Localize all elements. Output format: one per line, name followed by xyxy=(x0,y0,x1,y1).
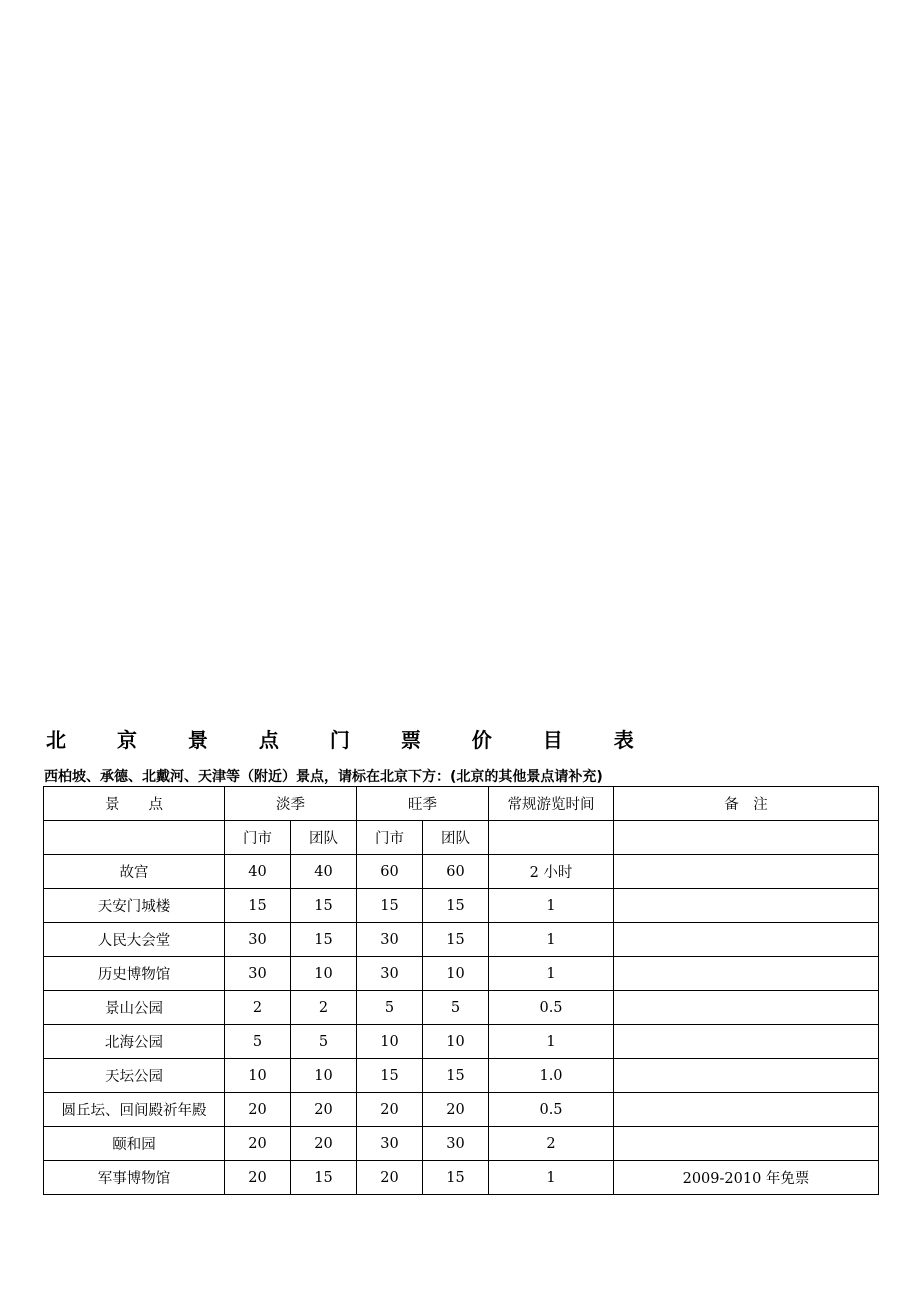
cell-off-group: 20 xyxy=(291,1093,357,1127)
cell-off-walkin: 15 xyxy=(225,889,291,923)
cell-tour-time: 1.0 xyxy=(489,1059,614,1093)
subheader-peak-walkin: 门市 xyxy=(357,821,423,855)
subheader-blank xyxy=(44,821,225,855)
cell-peak-group: 15 xyxy=(423,889,489,923)
table-row xyxy=(44,889,879,923)
cell-remark xyxy=(614,991,879,1025)
cell-peak-group: 10 xyxy=(423,957,489,991)
cell-peak-walkin: 20 xyxy=(357,1161,423,1195)
cell-attraction: 人民大会堂 xyxy=(44,923,225,957)
subheader-blank xyxy=(489,821,614,855)
cell-peak-group: 10 xyxy=(423,1025,489,1059)
cell-peak-group: 30 xyxy=(423,1127,489,1161)
cell-off-walkin: 30 xyxy=(225,923,291,957)
cell-tour-time: 0.5 xyxy=(489,991,614,1025)
table-row xyxy=(44,855,879,889)
cell-off-group: 10 xyxy=(291,957,357,991)
cell-attraction: 景山公园 xyxy=(44,991,225,1025)
ticket-price-table xyxy=(43,786,879,1195)
cell-attraction: 北海公园 xyxy=(44,1025,225,1059)
cell-peak-walkin: 30 xyxy=(357,1127,423,1161)
cell-attraction: 天安门城楼 xyxy=(44,889,225,923)
cell-peak-walkin: 30 xyxy=(357,923,423,957)
cell-off-group: 15 xyxy=(291,1161,357,1195)
cell-off-group: 15 xyxy=(291,889,357,923)
subheader-peak-group: 团队 xyxy=(423,821,489,855)
cell-remark xyxy=(614,923,879,957)
cell-off-walkin: 10 xyxy=(225,1059,291,1093)
cell-tour-time: 1 xyxy=(489,923,614,957)
cell-off-walkin: 40 xyxy=(225,855,291,889)
table-row xyxy=(44,957,879,991)
subheader-off-walkin: 门市 xyxy=(225,821,291,855)
page-subtitle: 西柏坡、承德、北戴河、天津等（附近）景点，请标在北京下方：(北京的其他景点请补充) xyxy=(44,769,603,785)
cell-remark xyxy=(614,1025,879,1059)
cell-attraction: 天坛公园 xyxy=(44,1059,225,1093)
table-row xyxy=(44,1161,879,1195)
cell-peak-walkin: 15 xyxy=(357,1059,423,1093)
cell-peak-walkin: 30 xyxy=(357,957,423,991)
cell-peak-group: 60 xyxy=(423,855,489,889)
cell-peak-group: 15 xyxy=(423,1161,489,1195)
cell-tour-time: 1 xyxy=(489,1161,614,1195)
subheader-off-group: 团队 xyxy=(291,821,357,855)
page-title: 北 京 景 点 门 票 价 目 表 xyxy=(46,728,656,752)
table-row xyxy=(44,1127,879,1161)
header-off-season: 淡季 xyxy=(225,787,357,821)
cell-remark xyxy=(614,1059,879,1093)
cell-peak-walkin: 60 xyxy=(357,855,423,889)
table-row xyxy=(44,1093,879,1127)
cell-attraction: 故宫 xyxy=(44,855,225,889)
cell-attraction: 圆丘坛、回间殿祈年殿 xyxy=(44,1093,225,1127)
cell-remark: 2009-2010 年免票 xyxy=(614,1161,879,1195)
cell-tour-time: 0.5 xyxy=(489,1093,614,1127)
cell-off-walkin: 20 xyxy=(225,1127,291,1161)
cell-peak-group: 5 xyxy=(423,991,489,1025)
cell-off-walkin: 2 xyxy=(225,991,291,1025)
cell-off-walkin: 20 xyxy=(225,1161,291,1195)
cell-tour-time: 1 xyxy=(489,889,614,923)
table-row xyxy=(44,1025,879,1059)
cell-remark xyxy=(614,855,879,889)
cell-peak-group: 15 xyxy=(423,923,489,957)
cell-attraction: 历史博物馆 xyxy=(44,957,225,991)
cell-tour-time: 1 xyxy=(489,1025,614,1059)
cell-off-group: 15 xyxy=(291,923,357,957)
subheader-blank xyxy=(614,821,879,855)
header-row xyxy=(44,787,879,821)
cell-tour-time: 2 小时 xyxy=(489,855,614,889)
cell-off-group: 5 xyxy=(291,1025,357,1059)
header-remarks: 备 注 xyxy=(614,787,879,821)
cell-attraction: 颐和园 xyxy=(44,1127,225,1161)
cell-off-group: 2 xyxy=(291,991,357,1025)
cell-remark xyxy=(614,889,879,923)
cell-remark xyxy=(614,957,879,991)
cell-off-group: 40 xyxy=(291,855,357,889)
table-row xyxy=(44,923,879,957)
cell-peak-walkin: 10 xyxy=(357,1025,423,1059)
cell-remark xyxy=(614,1093,879,1127)
cell-peak-walkin: 20 xyxy=(357,1093,423,1127)
cell-off-group: 20 xyxy=(291,1127,357,1161)
table-row xyxy=(44,1059,879,1093)
cell-off-walkin: 20 xyxy=(225,1093,291,1127)
cell-remark xyxy=(614,1127,879,1161)
header-peak-season: 旺季 xyxy=(357,787,489,821)
cell-tour-time: 2 xyxy=(489,1127,614,1161)
cell-tour-time: 1 xyxy=(489,957,614,991)
cell-peak-group: 20 xyxy=(423,1093,489,1127)
cell-off-walkin: 5 xyxy=(225,1025,291,1059)
cell-peak-walkin: 5 xyxy=(357,991,423,1025)
cell-attraction: 军事博物馆 xyxy=(44,1161,225,1195)
cell-off-walkin: 30 xyxy=(225,957,291,991)
table-row xyxy=(44,991,879,1025)
cell-off-group: 10 xyxy=(291,1059,357,1093)
subheader-row xyxy=(44,821,879,855)
cell-peak-group: 15 xyxy=(423,1059,489,1093)
header-attraction: 景 点 xyxy=(44,787,225,821)
header-tour-time: 常规游览时间 xyxy=(489,787,614,821)
cell-peak-walkin: 15 xyxy=(357,889,423,923)
